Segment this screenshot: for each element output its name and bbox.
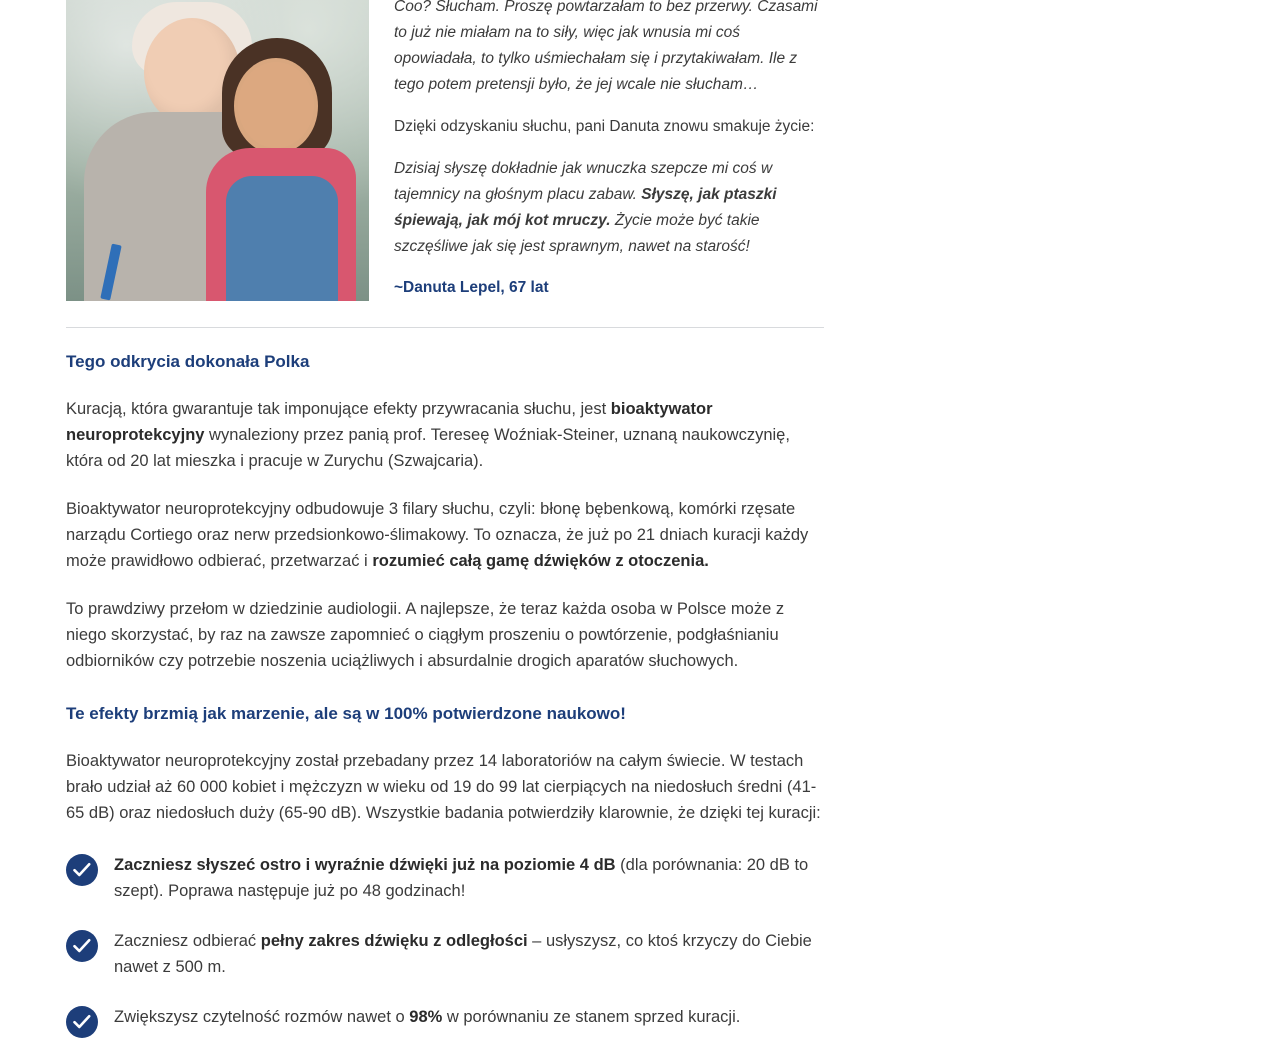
quote2-part-a: Dzisiaj słyszę dokładnie jak wnuczka szepcze mi coś w tajemnicy na głośnym placu zabaw.: [394, 160, 773, 203]
article-content: [66, 0, 824, 1062]
benefits-list: [66, 852, 824, 1038]
benefit-text-2: [114, 928, 824, 980]
list-item: [66, 928, 824, 980]
benefit-3-pre: Zwiększysz czytelność rozmów nawet o: [114, 1008, 410, 1026]
section-heading-proof: Te efekty brzmią jak marzenie, ale są w 100% potwierdzone naukowo!: [66, 704, 626, 723]
benefit-1-rest: (dla porównania: 20 dB to szept). Poprawa następuje już po 48 godzinach!: [114, 856, 809, 900]
p1-part-a: Kuracją, która gwarantuje tak imponujące efekty przywracania słuchu, jest: [66, 400, 611, 418]
benefit-1-bold: Zaczniesz słyszeć ostro i wyraźnie dźwięki już na poziomie 4 dB: [114, 856, 616, 874]
paragraph-studies: Bioaktywator neuroprotekcyjny został przebadany przez 14 laboratoriów na całym świecie. W testach brało udział aż 60 000 kobiet i mężczyzn w wieku od 19 do 99 lat cierpiących na niedosłuch średni (41-65 dB) oraz niedosłuch duży (65-90 dB). Wszystkie badania potwierdziły klarownie, że dzięki tej kuracji:: [66, 752, 821, 822]
p2-part-a: Bioaktywator neuroprotekcyjny odbudowuje 3 filary słuchu, czyli: błonę bębenkową, komórki rzęsate narządu Cortiego oraz nerw przedsionkowo-ślimakowy. To oznacza, że już po 21 dniach kuracji każdy może prawidłowo odbierać, przetwarzać i: [66, 500, 809, 570]
quote2-highlight: Słyszę, jak ptaszki śpiewają, jak mój kot mruczy.: [394, 186, 777, 229]
benefit-3-bold: 98%: [409, 1008, 443, 1026]
testimonial-quote-1: Coo? Słucham. Proszę powtarzałam to bez przerwy. Czasami to już nie miałam na to siły, więc jak wnusia mi coś opowiadała, to tylko uśmiechałam się i przytakiwałam. Ile z tego potem pretensji było, że jej wcale nie słucham…: [394, 0, 818, 93]
p2-bold: rozumieć całą gamę dźwięków z otoczenia.: [372, 552, 709, 570]
check-circle-icon: [66, 1006, 98, 1038]
paragraph-breakthrough: To prawdziwy przełom w dziedzinie audiologii. A najlepsze, że teraz każda osoba w Polsce może z niego skorzystać, by raz na zawsze zapomnieć o ciągłym proszeniu o powtórzenie, podgłaśnianiu odbiorników czy potrzebie noszenia uciążliwych i absurdalnie drogich aparatów słuchowych.: [66, 600, 785, 670]
grandmother-and-granddaughter-photo: [66, 0, 369, 301]
quote2-part-b: Życie może być takie szczęśliwe jak się jest sprawnym, nawet na starość!: [394, 212, 760, 255]
paragraph-bioactivator-intro: [66, 396, 824, 474]
list-item: [66, 1004, 824, 1038]
benefit-2-rest: – usłyszysz, co ktoś krzyczy do Ciebie nawet z 500 m.: [114, 932, 812, 976]
testimonial-signature: ~Danuta Lepel, 67 lat: [394, 279, 549, 296]
p1-bold: bioaktywator neuroprotekcyjny: [66, 400, 713, 444]
p1-part-b: wynaleziony przez panią prof. Tereseę Woźniak-Steiner, uznaną naukowczynię, która od 20 lat mieszka i pracuje w Zurychu (Szwajcaria).: [66, 426, 790, 470]
check-circle-icon: [66, 930, 98, 962]
paragraph-three-pillars: [66, 496, 824, 574]
benefit-2-bold: pełny zakres dźwięku z odległości: [260, 932, 528, 950]
section-divider: [66, 327, 824, 328]
list-item: [66, 852, 824, 904]
section-heading-discovery: Tego odkrycia dokonała Polka: [66, 352, 310, 371]
testimonial-quote-2: [394, 156, 824, 260]
testimonial-lead: Dzięki odzyskaniu słuchu, pani Danuta znowu smakuje życie:: [394, 118, 815, 135]
testimonial-block: [66, 0, 824, 301]
benefit-2-pre: Zaczniesz odbierać: [114, 932, 261, 950]
check-circle-icon: [66, 854, 98, 886]
benefit-text-1: [114, 852, 824, 904]
benefit-text-3: [114, 1004, 740, 1030]
testimonial-text: [394, 0, 824, 300]
benefit-3-rest: w porównaniu ze stanem sprzed kuracji.: [442, 1008, 741, 1026]
